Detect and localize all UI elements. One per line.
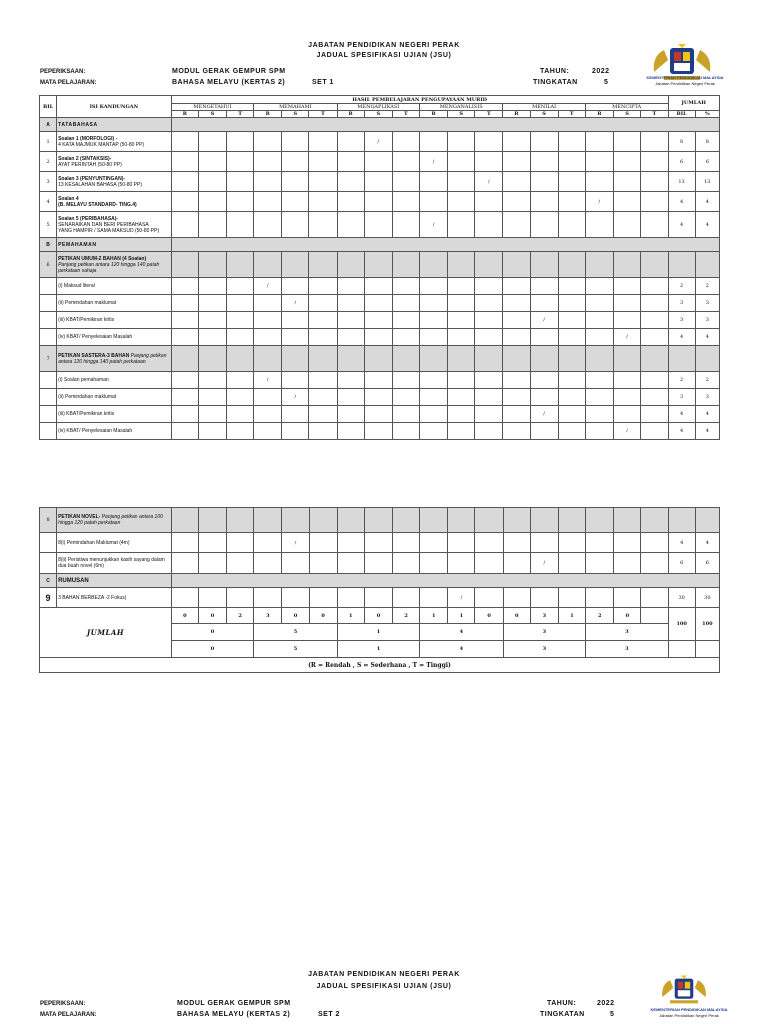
hasil-pembelajaran-header: HASIL PEMBELAJARAN PENGUPAYAAN MURID — [171, 96, 668, 104]
total-level-menilai: 3 — [503, 624, 585, 641]
jumlah-bil: 4 — [668, 423, 695, 440]
jumlah-pct: 3 — [695, 389, 719, 406]
jumlah-pct-header: % — [695, 111, 719, 118]
row-sub: SENARAIKAN DAN BERI PERIBAHASA — [58, 221, 149, 228]
page-title: JABATAN PENDIDIKAN NEGERI PERAK — [308, 42, 460, 49]
total-level-menganalisis: 4 — [420, 624, 503, 641]
total-level-mencipta: 3 — [586, 624, 668, 641]
jumlah-pct: 4 — [695, 423, 719, 440]
row-label: (iii) KBAT/Pemikiran kritis — [57, 312, 172, 329]
level-menganalisis: MENGANALISIS — [419, 104, 502, 111]
s-header: S — [282, 111, 309, 118]
level-mark: / — [530, 406, 558, 423]
total-cell: 0 — [282, 608, 309, 624]
row-content — [57, 252, 172, 278]
mata-pelajaran-label: MATA PELAJARAN: — [40, 80, 97, 86]
s-header: S — [530, 111, 558, 118]
table-row — [40, 329, 720, 346]
level-mark: / — [585, 192, 613, 212]
level-mengaplikasi: MENGAPLIKASI — [337, 104, 419, 111]
jumlah-pct: 4 — [695, 533, 719, 553]
total-level-menilai: 3 — [503, 641, 585, 658]
section-b-letter: B — [40, 238, 57, 252]
level-mark: / — [530, 553, 558, 574]
jumlah-pct: 3 — [695, 312, 719, 329]
jumlah-pct: 8 — [695, 132, 719, 152]
r-header: R — [337, 111, 364, 118]
row-label: (i) Maksud literal — [57, 278, 172, 295]
jumlah-pct: 4 — [695, 406, 719, 423]
level-memahami: MEMAHAMI — [254, 104, 337, 111]
total-cell: 2 — [393, 608, 420, 624]
row-bil: 5 — [40, 212, 57, 238]
row-sub: 13 KESALAHAN BAHASA (50-80 PP) — [58, 181, 143, 188]
page2-peperiksaan-label: PEPERIKSAAN: — [40, 1001, 86, 1007]
jumlah-bil: 30 — [668, 588, 695, 608]
page2-tingkatan-value: 5 — [610, 1011, 615, 1018]
total-cell: 1 — [558, 608, 585, 624]
jumlah-bil: 6 — [668, 152, 695, 172]
row-label: (ii) Pemindahan maklumat — [57, 295, 172, 312]
section-c-letter: C — [40, 574, 57, 588]
t-header: T — [641, 111, 668, 118]
table-row — [40, 192, 720, 212]
row-label: 8(i) Pemindahan Maklumat (4m) — [57, 533, 172, 553]
level-mark: / — [254, 278, 282, 295]
jsu-table-set1-continued — [39, 507, 720, 673]
row-title: Soalan 1 (MORFOLOGI) - — [58, 135, 118, 142]
level-mark: / — [282, 389, 309, 406]
jumlah-bil: 4 — [668, 212, 695, 238]
r-header: R — [171, 111, 198, 118]
page2-set-label: SET 2 — [318, 1011, 340, 1018]
total-cell: 2 — [227, 608, 254, 624]
jumlah-pct: 13 — [695, 172, 719, 192]
row-content — [57, 132, 172, 152]
table-row — [40, 533, 720, 553]
total-level-menganalisis: 4 — [420, 641, 503, 658]
page2-peperiksaan-value: MODUL GERAK GEMPUR SPM — [177, 1000, 291, 1007]
tingkatan-value: 5 — [604, 79, 609, 86]
row-content — [57, 192, 172, 212]
row-bil: 2 — [40, 152, 57, 172]
table-row — [40, 172, 720, 192]
jumlah-bil: 3 — [668, 312, 695, 329]
jumlah-bil: 4 — [668, 406, 695, 423]
r-header: R — [254, 111, 282, 118]
t-header: T — [392, 111, 419, 118]
jumlah-bil: 2 — [668, 372, 695, 389]
row-title: Soalan 4 — [58, 195, 79, 202]
level-mark: / — [364, 132, 392, 152]
total-cell: 2 — [586, 608, 614, 624]
s-header: S — [364, 111, 392, 118]
total-cell: 0 — [309, 608, 337, 624]
total-cell: 1 — [448, 608, 475, 624]
total-cell: 0 — [614, 608, 641, 624]
jumlah-pct: 4 — [695, 329, 719, 346]
level-mark: / — [419, 152, 447, 172]
t-header: T — [475, 111, 503, 118]
row-bil: 1 — [40, 132, 57, 152]
total-cell: 0 — [198, 608, 226, 624]
jumlah-pct: 6 — [695, 152, 719, 172]
page-subtitle: JADUAL SPESIFIKASI UJIAN (JSU) — [316, 52, 452, 59]
row-sub: Panjang petikan antara 100 hingga 120 patah perkataan — [58, 514, 163, 526]
table-row — [40, 389, 720, 406]
set-label: SET 1 — [312, 79, 334, 86]
page2-tahun-label: TAHUN: — [547, 1000, 577, 1007]
section-a-title: TATABAHASA — [57, 118, 172, 132]
row-sub: YANG HAMPIR / SAMA MAKSUD (50-80 PP) — [58, 227, 160, 234]
t-header: T — [558, 111, 585, 118]
row-title: PETIKAN UMUM-2 BAHAN (4 Soalan) — [58, 255, 147, 262]
row-sub: 4 KATA MAJMUK MANTAP (50-80 PP) — [58, 141, 145, 148]
total-cell: 1 — [337, 608, 364, 624]
t-header: T — [309, 111, 337, 118]
table-row — [40, 152, 720, 172]
jumlah-bil: 4 — [668, 192, 695, 212]
jumlah-pct: 3 — [695, 295, 719, 312]
page2-mata-pelajaran-label: MATA PELAJARAN: — [40, 1012, 97, 1018]
level-mark: / — [475, 172, 503, 192]
row-title: PETIKAN SASTERA-3 BAHAN — [58, 352, 130, 359]
total-cell: 0 — [171, 608, 198, 624]
mata-pelajaran-value: BAHASA MELAYU (KERTAS 2) — [172, 79, 286, 86]
table-row — [40, 312, 720, 329]
row-label: 3 BAHAN BERBEZA -2 Fokus) — [57, 588, 172, 608]
total-bil: 100 — [668, 608, 695, 641]
table-row — [40, 406, 720, 423]
row-label: (i) Soalan pemahaman — [57, 372, 172, 389]
r-header: R — [503, 111, 530, 118]
row-bil: 8 — [40, 508, 57, 533]
jumlah-bil: 3 — [668, 389, 695, 406]
logo-caption-department: Jabatan Pendidikan Negeri Perak — [655, 81, 715, 86]
page2-logo-caption-ministry: KEMENTERIAN PENDIDIKAN MALAYSIA — [650, 1007, 728, 1012]
row-content — [57, 152, 172, 172]
level-mark: / — [254, 372, 282, 389]
jsu-table-set1 — [39, 95, 720, 440]
row-content — [57, 172, 172, 192]
row-sub: AYAT PERINTAH (50-80 PP) — [58, 161, 122, 168]
total-pct: 100 — [695, 608, 719, 641]
row-bil: 9 — [40, 588, 57, 608]
total-cell: 0 — [364, 608, 392, 624]
jumlah-pct: 2 — [695, 372, 719, 389]
legend-note: (R = Rendah , S = Sederhana , T = Tinggi) — [40, 658, 720, 673]
row-content — [57, 212, 172, 238]
jumlah-bil: 2 — [668, 278, 695, 295]
page2-title: JABATAN PENDIDIKAN NEGERI PERAK — [308, 971, 460, 978]
level-mark: / — [613, 423, 640, 440]
tahun-value: 2022 — [592, 68, 610, 75]
table-row — [40, 372, 720, 389]
tingkatan-label: TINGKATAN — [533, 79, 578, 86]
s-header: S — [613, 111, 640, 118]
isi-kandungan-header: ISI KANDUNGAN — [57, 96, 172, 118]
row-title: PETIKAN NOVEL- — [58, 514, 101, 520]
table-row — [40, 346, 720, 372]
level-mengetahui: MENGETAHUI — [171, 104, 253, 111]
row-label: (iv) KBAT/ Penyelesaian Masalah — [57, 423, 172, 440]
table-row — [40, 212, 720, 238]
jumlah-bil: 6 — [668, 553, 695, 574]
page2-subtitle: JADUAL SPESIFIKASI UJIAN (JSU) — [316, 983, 452, 990]
jumlah-bil-header: BIL — [668, 111, 695, 118]
total-cell — [641, 608, 668, 624]
level-mark: / — [448, 588, 475, 608]
table-row — [40, 423, 720, 440]
jumlah-pct: 4 — [695, 192, 719, 212]
table-row — [40, 508, 720, 533]
t-header: T — [227, 111, 254, 118]
jumlah-pct: 30 — [695, 588, 719, 608]
page2-tingkatan-label: TINGKATAN — [540, 1011, 585, 1018]
table-row — [40, 252, 720, 278]
page2-mata-pelajaran-value: BAHASA MELAYU (KERTAS 2) — [177, 1011, 291, 1018]
s-header: S — [198, 111, 226, 118]
total-cell: 3 — [530, 608, 558, 624]
level-mark: / — [282, 533, 309, 553]
jumlah-bil: 4 — [668, 533, 695, 553]
total-level-mencipta: 3 — [586, 641, 668, 658]
table-row — [40, 295, 720, 312]
row-content — [57, 346, 172, 372]
row-label: (iv) KBAT/ Penyelesaian Masalah — [57, 329, 172, 346]
jumlah-pct: 4 — [695, 212, 719, 238]
row-label: (iii) KBAT/Pemikiran kritis — [57, 406, 172, 423]
jumlah-bil: 13 — [668, 172, 695, 192]
table-row — [40, 553, 720, 574]
level-mark: / — [282, 295, 309, 312]
peperiksaan-value: MODUL GERAK GEMPUR SPM — [172, 68, 286, 75]
section-a-letter: A — [40, 118, 57, 132]
section-b-title: PEMAHAMAN — [57, 238, 172, 252]
jumlah-pct: 6 — [695, 553, 719, 574]
s-header: S — [448, 111, 475, 118]
row-sub: (B. MELAYU STANDARD- TING.4) — [58, 201, 137, 208]
total-cell: 0 — [475, 608, 503, 624]
jumlah-bil: 3 — [668, 295, 695, 312]
total-level-mengetahui: 0 — [171, 624, 253, 641]
total-cell: 1 — [420, 608, 448, 624]
total-cell: 0 — [503, 608, 530, 624]
row-title: Soalan 2 (SINTAKSIS)- — [58, 155, 112, 162]
level-mark: / — [530, 312, 558, 329]
tahun-label: TAHUN: — [540, 68, 570, 75]
row-title: Soalan 5 (PERIBAHASA)- — [58, 215, 119, 222]
row-label: (ii) Pemindahan maklumat — [57, 389, 172, 406]
total-level-mengaplikasi: 1 — [337, 641, 419, 658]
row-bil: 6 — [40, 252, 57, 278]
jumlah-bil: 8 — [668, 132, 695, 152]
total-level-mengetahui: 0 — [171, 641, 253, 658]
section-c-title: RUMUSAN — [57, 574, 172, 588]
r-header: R — [419, 111, 447, 118]
r-header: R — [585, 111, 613, 118]
jumlah-header: JUMLAH — [668, 96, 720, 111]
page2-tahun-value: 2022 — [597, 1000, 615, 1007]
row-bil: 7 — [40, 346, 57, 372]
level-mencipta: MENCIPTA — [585, 104, 668, 111]
page2-logo-caption-department: Jabatan Pendidikan Negeri Perak — [659, 1013, 719, 1018]
row-bil: 4 — [40, 192, 57, 212]
level-menilai: MENILAI — [503, 104, 585, 111]
bil-header: BIL — [40, 96, 57, 118]
jumlah-pct: 2 — [695, 278, 719, 295]
row-sub: Panjang petikan antara 120 hingga 140 patah perkataan sahaja — [58, 261, 160, 274]
row-title: Soalan 3 (PENYUNTINGAN)- — [58, 175, 126, 182]
total-level-memahami: 5 — [254, 624, 337, 641]
row-content — [57, 508, 172, 533]
table-row — [40, 278, 720, 295]
peperiksaan-label: PEPERIKSAAN: — [40, 69, 86, 75]
jumlah-label: JUMLAH — [40, 608, 172, 658]
row-sub: Panjang petikan antara 120 hingga 140 patah perkataan — [58, 352, 167, 365]
total-cell: 3 — [254, 608, 282, 624]
level-mark: / — [613, 329, 640, 346]
total-level-memahami: 5 — [254, 641, 337, 658]
level-mark: / — [419, 212, 447, 238]
row-label: 8(ii) Peristiwa menunjukkan kasih sayang dalam dua buah novel (6m) — [57, 553, 172, 574]
table-row — [40, 588, 720, 608]
table-row — [40, 132, 720, 152]
row-bil: 3 — [40, 172, 57, 192]
jumlah-bil: 4 — [668, 329, 695, 346]
total-level-mengaplikasi: 1 — [337, 624, 419, 641]
logo-caption-ministry: KEMENTERIAN PENDIDIKAN MALAYSIA — [646, 75, 724, 80]
